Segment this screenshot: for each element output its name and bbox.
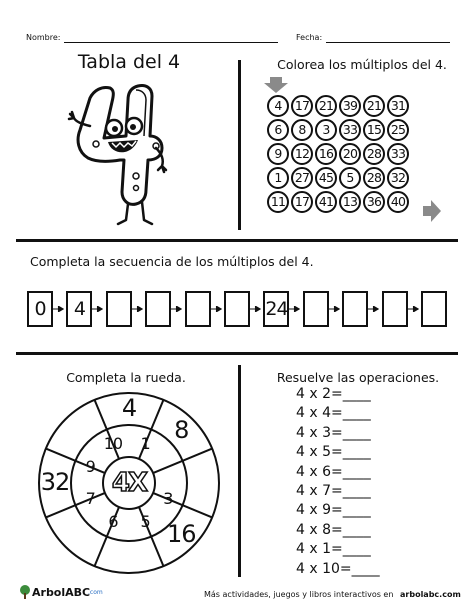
sequence-box: 4 xyxy=(66,291,92,327)
tree-icon xyxy=(18,584,32,600)
wheel-inner-number: 7 xyxy=(85,489,95,509)
number-circle[interactable]: 39 xyxy=(339,95,361,117)
number-circle[interactable]: 28 xyxy=(363,143,385,165)
number-circle[interactable]: 13 xyxy=(339,191,361,213)
number-circle[interactable]: 8 xyxy=(291,119,313,141)
wheel-inner-number: 3 xyxy=(163,489,173,509)
divider-vertical-top xyxy=(238,60,241,230)
number-circle[interactable]: 9 xyxy=(267,143,289,165)
number-circle[interactable]: 25 xyxy=(387,119,409,141)
number-four-mascot xyxy=(66,80,190,230)
number-circle[interactable]: 11 xyxy=(267,191,289,213)
page-title: Tabla del 4 xyxy=(77,51,181,73)
operation-item[interactable]: 4 x 1=____ xyxy=(296,541,371,558)
operation-item[interactable]: 4 x 7=____ xyxy=(296,483,371,499)
number-circle[interactable]: 20 xyxy=(339,143,361,165)
number-circle[interactable]: 21 xyxy=(315,95,337,117)
number-circle[interactable]: 4 xyxy=(267,95,289,117)
number-circle[interactable]: 16 xyxy=(315,143,337,165)
operation-item[interactable]: 4 x 2=____ xyxy=(296,386,371,402)
operation-item[interactable]: 4 x 8=____ xyxy=(296,521,371,538)
sequence-blank-box[interactable] xyxy=(342,291,368,327)
arrow-right-icon xyxy=(408,306,419,312)
divider-horizontal-middle xyxy=(16,352,458,355)
sequence-box: 24 xyxy=(263,291,289,327)
coloring-instruction: Colorea los múltiplos del 4. xyxy=(277,57,447,72)
wheel-inner-number: 1 xyxy=(140,434,150,454)
wheel-outer-number: 16 xyxy=(167,520,196,549)
number-circle[interactable]: 41 xyxy=(315,191,337,213)
grid-row xyxy=(267,191,409,213)
operations-instruction: Resuelve las operaciones. xyxy=(276,370,440,385)
arrow-down-icon xyxy=(264,77,288,93)
number-circle[interactable]: 32 xyxy=(387,167,409,189)
name-field[interactable] xyxy=(64,42,278,43)
number-circle[interactable]: 36 xyxy=(363,191,385,213)
grid-row xyxy=(267,95,409,117)
sequence-instruction: Completa la secuencia de los múltiplos del 4. xyxy=(30,254,314,269)
sequence-blank-box[interactable] xyxy=(106,291,132,327)
divider-vertical-bottom xyxy=(238,365,241,577)
number-circle[interactable]: 40 xyxy=(387,191,409,213)
promo-site[interactable]: arbolabc.com xyxy=(400,590,461,599)
number-circle[interactable]: 27 xyxy=(291,167,313,189)
arrow-right-icon xyxy=(171,306,182,312)
arrow-right-icon xyxy=(132,306,143,312)
number-circle[interactable]: 15 xyxy=(363,119,385,141)
grid-row xyxy=(267,167,409,189)
grid-row xyxy=(267,143,409,165)
promo-text: Más actividades, juegos y libros interactivos en xyxy=(204,590,394,599)
operation-item[interactable]: 4 x 3=____ xyxy=(296,424,371,441)
number-circle[interactable]: 5 xyxy=(339,167,361,189)
sequence-box: 0 xyxy=(27,291,53,327)
wheel-instruction: Completa la rueda. xyxy=(66,370,186,385)
arrow-right-icon xyxy=(368,306,379,312)
number-circle[interactable]: 17 xyxy=(291,95,313,117)
arrow-right-icon xyxy=(92,306,103,312)
operation-item[interactable]: 4 x 5=____ xyxy=(296,444,371,461)
wheel-outer-number: 32 xyxy=(40,468,70,497)
operation-item[interactable]: 4 x 4=____ xyxy=(296,405,371,422)
sequence-blank-box[interactable] xyxy=(185,291,211,327)
number-circle[interactable]: 17 xyxy=(291,191,313,213)
arrow-right-icon xyxy=(423,200,441,222)
arrow-right-icon xyxy=(211,306,222,312)
wheel-outer-number: 8 xyxy=(174,415,189,444)
date-field[interactable] xyxy=(326,42,450,43)
operation-item[interactable]: 4 x 9=____ xyxy=(296,502,371,519)
number-circle[interactable]: 33 xyxy=(387,143,409,165)
sequence-blank-box[interactable] xyxy=(303,291,329,327)
logo-text: ArbolABC xyxy=(32,586,91,599)
operation-item[interactable]: 4 x 10=____ xyxy=(296,560,380,577)
number-circle[interactable]: 28 xyxy=(363,167,385,189)
number-circle[interactable]: 33 xyxy=(339,119,361,141)
arrow-right-icon xyxy=(329,306,340,312)
divider-horizontal-top xyxy=(16,239,458,242)
sequence-blank-box[interactable] xyxy=(382,291,408,327)
number-circle[interactable]: 45 xyxy=(315,167,337,189)
number-circle[interactable]: 1 xyxy=(267,167,289,189)
sequence-blank-box[interactable] xyxy=(145,291,171,327)
logo-suffix: .com xyxy=(88,589,103,596)
wheel-inner-number: 6 xyxy=(108,511,118,531)
grid-row xyxy=(267,119,409,141)
number-circle[interactable]: 12 xyxy=(291,143,313,165)
sequence-blank-box[interactable] xyxy=(421,291,447,327)
number-circle[interactable]: 21 xyxy=(363,95,385,117)
arrow-right-icon xyxy=(53,306,64,312)
number-circle[interactable]: 31 xyxy=(387,95,409,117)
wheel-inner-number: 5 xyxy=(140,511,150,531)
number-circle[interactable]: 6 xyxy=(267,119,289,141)
operation-item[interactable]: 4 x 6=____ xyxy=(296,463,371,480)
wheel-inner-number: 10 xyxy=(103,434,123,454)
wheel-center-label: 4X xyxy=(111,468,147,498)
name-label: Nombre: xyxy=(26,33,61,42)
wheel-outer-number: 4 xyxy=(121,394,137,423)
arrow-right-icon xyxy=(250,306,261,312)
arrow-right-icon xyxy=(289,306,300,312)
wheel-inner-number: 9 xyxy=(85,457,95,476)
number-circle[interactable]: 3 xyxy=(315,119,337,141)
sequence-blank-box[interactable] xyxy=(224,291,250,327)
date-label: Fecha: xyxy=(296,33,323,42)
